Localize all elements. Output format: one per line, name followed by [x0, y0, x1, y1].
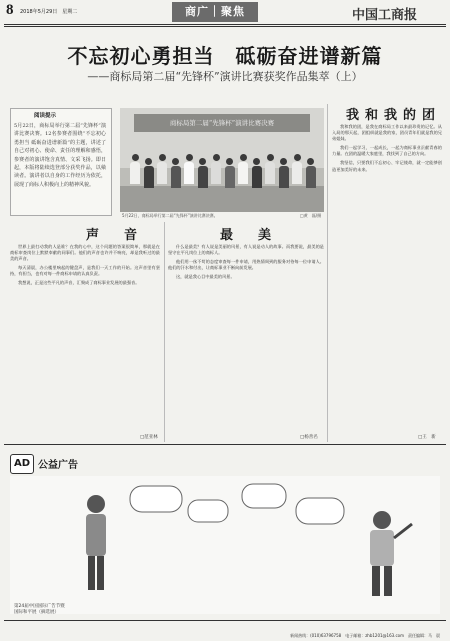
article-body-voice	[10, 244, 160, 290]
photo-person	[130, 154, 140, 184]
ad-caption-line: 国际和平展（摘选展）	[14, 610, 59, 615]
photo-person	[184, 154, 194, 184]
editor-note-title: 阅读提示	[34, 113, 57, 119]
ad-caption-line: 第24届中国国际广告节暨	[14, 604, 65, 609]
ad-caption	[14, 604, 114, 616]
page-title: 不忘初心勇担当 砥砺奋进谱新篇	[67, 44, 383, 68]
photo-person	[225, 158, 235, 188]
photo-person	[265, 154, 275, 184]
article-title-team: 我和我的团	[346, 108, 442, 123]
speech-bubble-icon	[130, 484, 344, 524]
ad-title: 公益广告	[38, 460, 78, 471]
photo-person	[306, 158, 316, 188]
photo-floor	[120, 186, 324, 212]
masthead: 中国工商报	[352, 8, 418, 23]
paragraph: 这，就是我心目中最美的风景。	[176, 274, 235, 280]
photo-banner: 商标局第二届“先锋杯”演讲比赛决赛	[134, 114, 310, 132]
paragraph: 我想说，正是这些平凡的声音，汇聚成了商标事业发展的最强音。	[18, 280, 140, 286]
paragraph: 每天清晨，办公楼里响起的键盘声，是我们一天工作的开始。这声音里有坚持，有担当，也有对每一件商标申请的认真负责。	[10, 265, 160, 277]
photo-person	[252, 158, 262, 188]
photo-person	[292, 154, 302, 184]
editor-note-text: 5月22日，商标局举行第二届“先锋杯”演讲比赛决赛。12名参赛者围绕“不忘初心勇担当 砥砺奋进谱新篇”的主题，讲述了自己对初心、使命、责任的理解和感悟，参赛者的演讲饱含真情、文采飞扬。即日起，本版将陆续选登部分获奖作品，以飨读者。演讲者以自身的工作经历为依托，展现了商标人积极向上的精神风貌。	[14, 123, 106, 188]
photo-credit: □黄 磊/摄	[300, 213, 322, 218]
photo-person	[198, 158, 208, 188]
footer-rule	[4, 620, 446, 621]
page-number: 8	[6, 2, 14, 18]
left-figure-icon	[86, 495, 106, 590]
column-divider	[327, 104, 328, 442]
article-body-beauty	[168, 244, 324, 283]
article-title-beauty: 最 美	[220, 228, 278, 243]
photo-caption: 5月22日，商标局举行第二届“先锋杯”演讲比赛决赛。	[122, 213, 218, 218]
header-rule	[4, 24, 446, 25]
paragraph: 我们一起学习，一起成长，一起为商标事业贡献青春的力量。在团的温暖大家庭里，我找到了自己的方向。	[332, 145, 442, 157]
photo-person	[238, 154, 248, 184]
page-footer	[0, 622, 450, 636]
column-divider	[164, 222, 165, 442]
ad-badge	[10, 454, 34, 474]
photo-person	[171, 158, 181, 188]
section-label: 商广｜聚焦	[172, 2, 258, 22]
page-header	[0, 0, 450, 26]
article-title-voice: 声 音	[86, 228, 144, 243]
right-figure-icon	[370, 511, 412, 596]
event-photo	[120, 108, 324, 212]
paragraph: 什么是最美？有人说是美丽的风景，有人说是动人的故事。而我要说，最美的是坚守在平凡岗位上的商标人。	[168, 244, 324, 256]
paragraph: 世界上最打动我的人是谁？在我的心中，这个问题的答案很简单，那就是在商标审查岗位上默默奉献的同事们。他们的声音也许并不响亮，却是我听过的最美的声音。	[10, 244, 160, 262]
ad-rule	[4, 444, 446, 445]
date-line: 2018年5月29日 星期二	[20, 9, 78, 15]
photo-person	[279, 158, 289, 188]
paragraph: 我和我的团，是我在商标局工作以来最珍贵的记忆。从入局的那天起，团组织就是我的家，团员青年们就是我的兄弟姐妹。	[332, 124, 442, 142]
photo-person	[144, 158, 154, 188]
article-byline-voice: □范亚林	[140, 435, 158, 440]
footer-text: 新闻热线：(010)63796758 电子邮箱：zhb1201@163.com 责任编辑：马 晨	[290, 633, 440, 638]
ad-illustration	[10, 476, 440, 614]
article-body-team	[332, 124, 442, 176]
header-rule-thin	[4, 26, 446, 27]
ad-badge-text: AD	[13, 458, 31, 469]
article-byline-beauty: □杨善名	[300, 435, 318, 440]
photo-person	[157, 154, 167, 184]
paragraph: 他们用一丝不苟的态度审查每一件申请，用热情周到的服务对待每一位申请人。他们的汗水和付出，让商标事业不断向前发展。	[168, 259, 324, 271]
page-subtitle: ——商标局第二届“先锋杯”演讲比赛获奖作品集萃（上）	[87, 70, 363, 83]
photo-person	[211, 154, 221, 184]
ad-artwork	[10, 476, 440, 614]
article-byline-team: □王 新	[418, 435, 436, 440]
paragraph: 我坚信，只要我们不忘初心、牢记使命，就一定能够创造更加美好的未来。	[332, 160, 442, 172]
